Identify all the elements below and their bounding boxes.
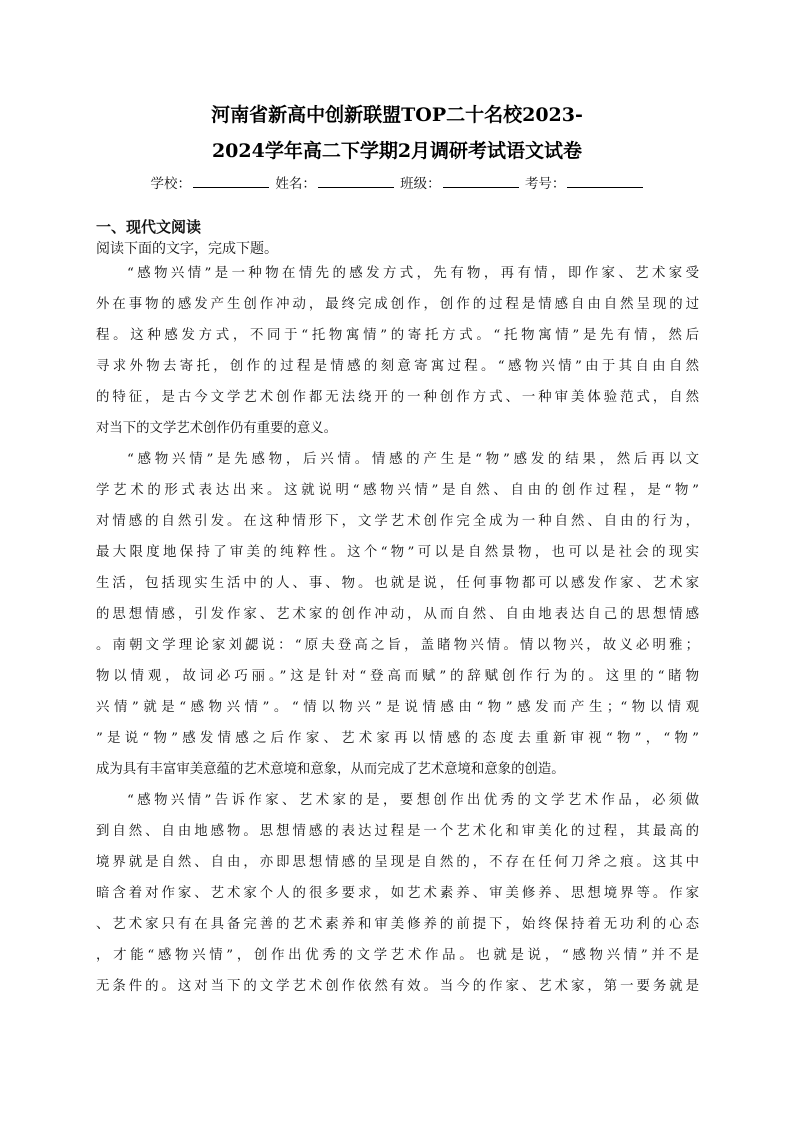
body-line: ”是说“物”感发情感之后作家、艺术家再以情感的态度去重新审视“物”，“物”: [96, 731, 699, 746]
body-line: “感物兴情”是先感物，后兴情。情感的产生是“物”感发的结果，然后再以文: [127, 452, 699, 467]
class-label: 班级：: [400, 176, 441, 192]
school-blank: [193, 175, 269, 188]
body-line: 的特征，是古今文学艺术创作都无法绕开的一种创作方式、一种审美体验范式，自然: [96, 390, 699, 405]
body-line: 最大限度地保持了审美的纯粹性。这个“物”可以是自然景物，也可以是社会的现实: [96, 545, 699, 560]
body-line: 到自然、自由地感物。思想情感的表达过程是一个艺术化和审美化的过程，其最高的: [96, 824, 699, 839]
body-line: 无条件的。这对当下的文学艺术创作依然有效。当今的作家、艺术家，第一要务就是: [96, 979, 699, 994]
exam-number-field: [525, 172, 644, 192]
school-field: [151, 172, 270, 192]
school-label: 学校：: [150, 176, 192, 192]
body-line: 对当下的文学艺术创作仍有重要的意义。: [96, 421, 338, 436]
name-label: 姓名：: [275, 176, 316, 192]
class-field: [400, 172, 519, 192]
section-heading: 一、现代文阅读: [96, 218, 202, 236]
body-line: 暗含着对作家、艺术家个人的很多要求，如艺术素养、审美修养、思想境界等。作家: [96, 886, 699, 901]
body-line: “感物兴情”是一种物在情先的感发方式，先有物，再有情，即作家、艺术家受: [127, 266, 699, 281]
body-line: 生活，包括现实生活中的人、事、物。也就是说，任何事物都可以感发作家、艺术家: [96, 576, 699, 591]
body-line: 外在事物的感发产生创作冲动，最终完成创作，创作的过程是情感自由自然呈现的过: [96, 297, 699, 312]
page-title-line-1: 河南省新高中创新联盟TOP二十名校2023-: [211, 104, 583, 126]
name-field: [275, 172, 394, 192]
body-line: 。南朝文学理论家刘勰说：“原夫登高之旨，盖睹物兴情。情以物兴，故义必明雅；: [96, 638, 699, 653]
student-info-fields: [0, 172, 794, 192]
body-line: 境界就是自然、自由，亦即思想情感的呈现是自然的，不存在任何刀斧之痕。这其中: [96, 855, 699, 870]
exam-number-label: 考号：: [524, 176, 566, 192]
class-blank: [443, 175, 519, 188]
body-line: 成为具有丰富审美意蕴的艺术意境和意象，从而完成了艺术意境和意象的创造。: [96, 762, 565, 777]
body-line: 兴情”就是“感物兴情”。“情以物兴”是说情感由“物”感发而产生；“物以情观: [96, 700, 699, 715]
exam-number-blank: [567, 175, 643, 188]
body-line: 寻求外物去寄托，创作的过程是情感的刻意寄寓过程。“感物兴情”由于其自由自然: [96, 359, 699, 374]
body-line: 、艺术家只有在具备完善的艺术素养和审美修养的前提下，始终保持着无功利的心态: [96, 917, 699, 932]
body-line: 程。这种感发方式，不同于“托物寓情”的寄托方式。“托物寓情”是先有情，然后: [96, 328, 699, 343]
section-instruction: 阅读下面的文字，完成下题。: [96, 241, 278, 257]
page-title-line-2: 2024学年高二下学期2月调研考试语文试卷: [211, 140, 583, 162]
body-line: 对情感的自然引发。在这种情形下，文学艺术创作完全成为一种自然、自由的行为，: [96, 514, 699, 529]
body-line: ，才能“感物兴情”，创作出优秀的文学艺术作品。也就是说，“感物兴情”并不是: [96, 948, 699, 963]
body-line: 学艺术的形式表达出来。这就说明“感物兴情”是自然、自由的创作过程，是“物”: [96, 483, 699, 498]
body-line: “感物兴情”告诉作家、艺术家的是，要想创作出优秀的文学艺术作品，必须做: [127, 793, 699, 808]
name-blank: [318, 175, 394, 188]
body-line: 的思想情感，引发作家、艺术家的创作冲动，从而自然、自由地表达自己的思想情感: [96, 607, 699, 622]
body-line: 物以情观，故词必巧丽。”这是针对“登高而赋”的辞赋创作行为的。这里的“睹物: [96, 669, 699, 684]
